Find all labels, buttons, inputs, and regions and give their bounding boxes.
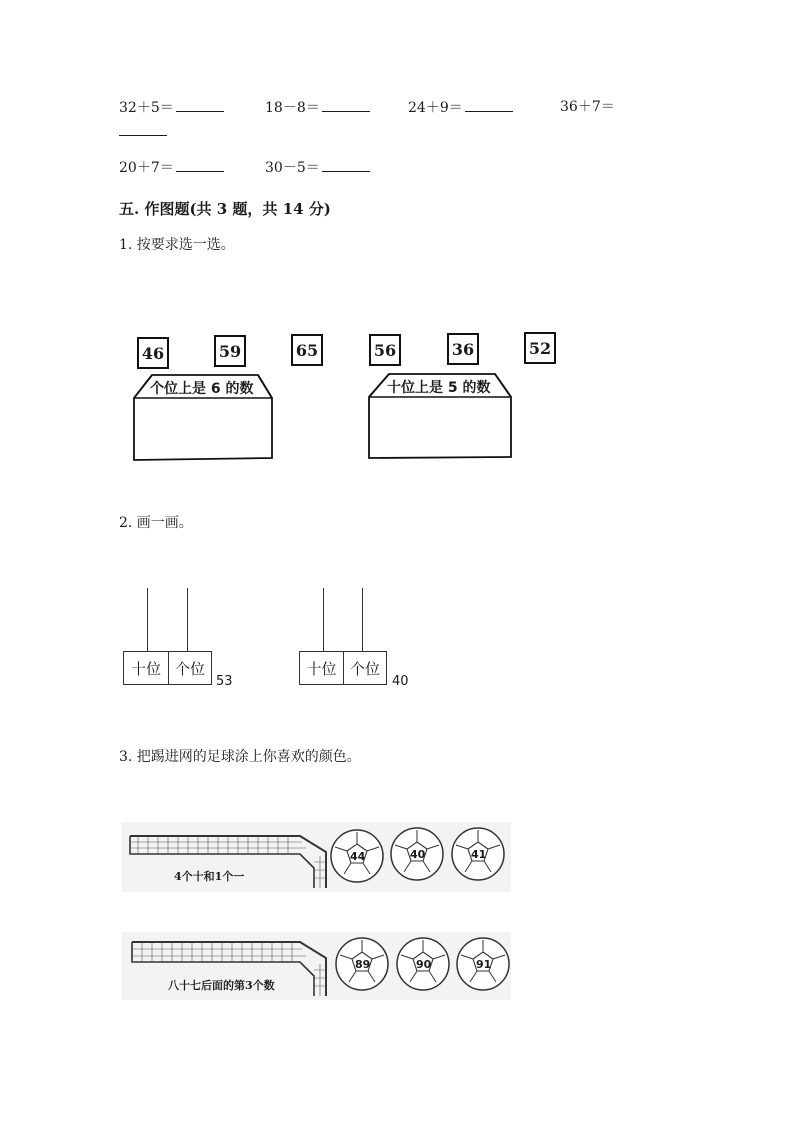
ball-number: 40 xyxy=(410,848,426,861)
number-card[interactable]: 65 xyxy=(291,334,323,366)
ball-number: 90 xyxy=(416,958,432,971)
ones-rod[interactable] xyxy=(362,588,363,651)
equation-1: 32＋5＝ xyxy=(119,98,224,117)
answer-blank[interactable] xyxy=(119,121,167,136)
number-card[interactable]: 46 xyxy=(137,337,169,369)
answer-blank[interactable] xyxy=(176,98,224,112)
ball-number: 91 xyxy=(476,958,492,971)
number-card[interactable]: 52 xyxy=(524,332,556,364)
row-1-label: 4个十和1个一 xyxy=(174,870,245,883)
abacus-53[interactable] xyxy=(123,588,243,688)
equation-2: 18－8＝ xyxy=(265,98,370,117)
number-card[interactable]: 56 xyxy=(369,334,401,366)
answer-blank[interactable] xyxy=(322,158,370,172)
question-2-prompt: 2. 画一画。 xyxy=(119,515,193,531)
target-number: 53 xyxy=(216,674,233,689)
answer-blank[interactable] xyxy=(465,98,513,112)
equation-3: 24＋9＝ xyxy=(408,98,513,117)
tens-label: 十位 xyxy=(299,651,344,685)
ones-rod[interactable] xyxy=(187,588,188,651)
answer-blank[interactable] xyxy=(176,158,224,172)
row-2-label: 八十七后面的第3个数 xyxy=(168,979,275,992)
ball-number: 89 xyxy=(355,958,371,971)
house-label: 个位上是 6 的数 xyxy=(150,381,254,397)
answer-blank[interactable] xyxy=(322,98,370,112)
tens-label: 十位 xyxy=(123,651,169,685)
equation-4: 36＋7＝ xyxy=(560,99,615,115)
target-number: 40 xyxy=(392,674,409,689)
question-3-prompt: 3. 把踢进网的足球涂上你喜欢的颜色。 xyxy=(119,749,361,765)
number-card[interactable]: 36 xyxy=(447,333,479,365)
soccer-row-2 xyxy=(122,932,511,1000)
ball-number: 41 xyxy=(471,848,487,861)
equation-6: 30－5＝ xyxy=(265,158,370,177)
soccer-row-1 xyxy=(122,822,511,892)
equation-5: 20＋7＝ xyxy=(119,158,224,177)
ones-label: 个位 xyxy=(168,651,212,685)
abacus-40[interactable] xyxy=(299,588,419,688)
tens-rod[interactable] xyxy=(323,588,324,651)
section-title: 五. 作图题(共 3 题，共 14 分) xyxy=(119,200,331,218)
number-card[interactable]: 59 xyxy=(214,335,246,367)
house-label: 十位上是 5 的数 xyxy=(387,380,491,396)
ball-number: 44 xyxy=(350,850,366,863)
question-1-prompt: 1. 按要求选一选。 xyxy=(119,237,235,253)
ones-label: 个位 xyxy=(343,651,387,685)
tens-rod[interactable] xyxy=(147,588,148,651)
